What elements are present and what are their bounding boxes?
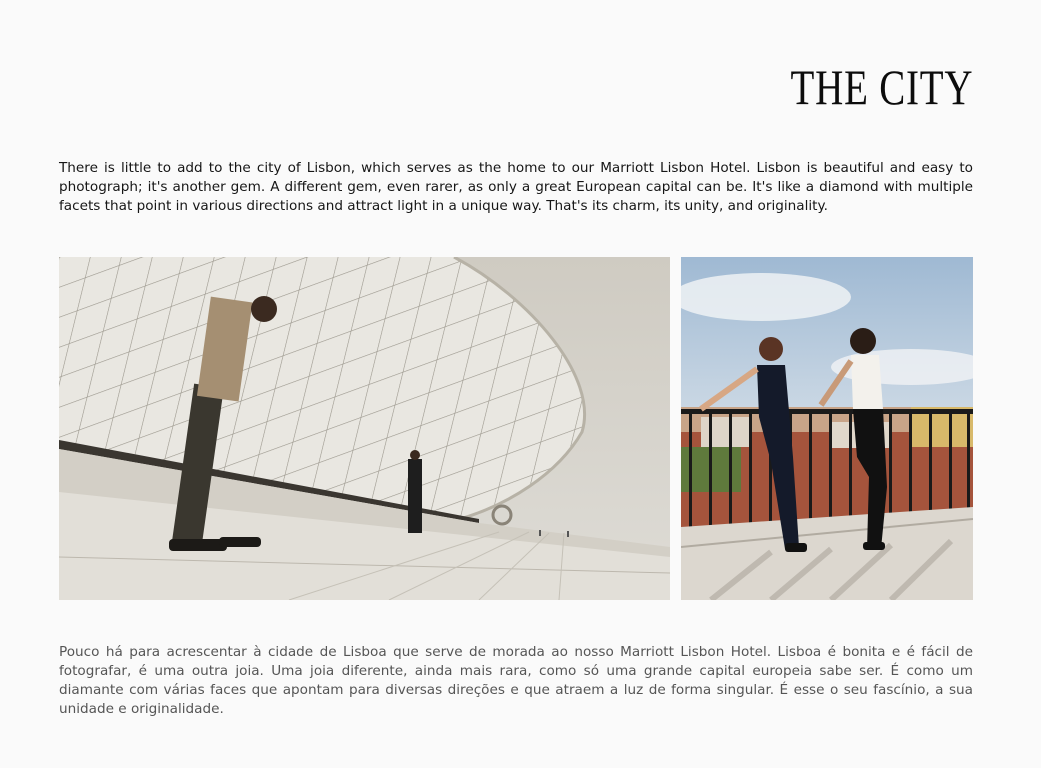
intro-portuguese: Pouco há para acrescentar à cidade de Lisboa que serve de morada ao nosso Marriott Lisbon Hotel. Lisboa é bonita e é fácil de fotografar, é uma outra joia. Uma joia diferente, ainda mais rara, como só uma grande capital europeia sabe ser. É como um diamante com várias faces que apontam para diversas direções e que atraem a luz de forma singular. É esse o seu fascínio, a sua unidade e originalidade. bbox=[59, 644, 973, 717]
photo-museum-facade bbox=[59, 257, 670, 600]
page-title: THE CITY bbox=[790, 59, 973, 115]
intro-english: There is little to add to the city of Lisbon, which serves as the home to our Marriott Lisbon Hotel. Lisbon is beautiful and easy to photograph; it's another gem. A different gem, even rarer, as only a great European capital can be. It's like a diamond with multiple facets that point in various directions and attract light in a unique way. That's its charm, its unity, and originality. bbox=[59, 160, 973, 214]
photo-couple-viewpoint bbox=[681, 257, 973, 600]
